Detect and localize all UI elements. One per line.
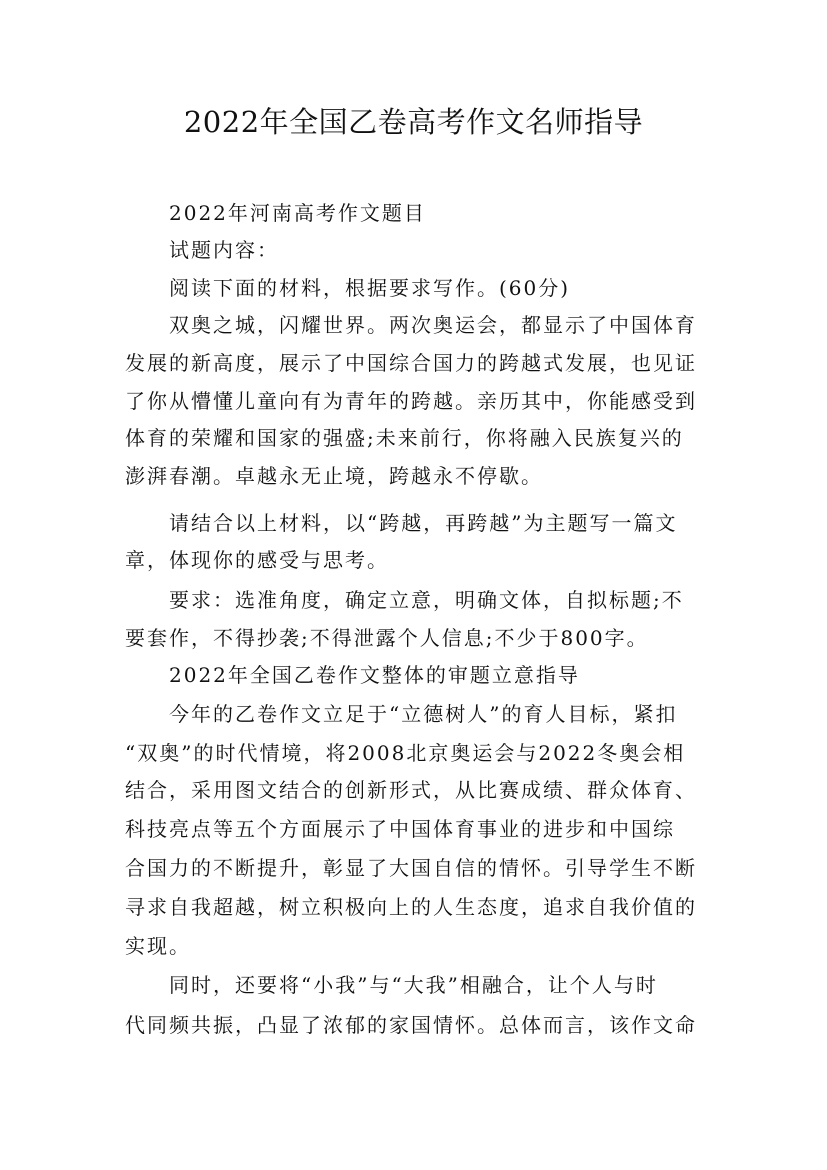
document-title: 2022年全国乙卷高考作文名师指导: [183, 105, 644, 139]
paragraph-line: 实现。: [125, 934, 191, 958]
paragraph-line: 试题内容：: [169, 238, 279, 262]
paragraph-line: 结合，采用图文结合的创新形式，从比赛成绩、群众体育、: [125, 778, 697, 802]
paragraph-line: 寻求自我超越，树立积极向上的人生态度，追求自我价值的: [125, 895, 697, 919]
paragraph-line: 章，体现你的感受与思考。: [125, 548, 389, 572]
paragraph-line: 今年的乙卷作文立足于“立德树人”的育人目标，紧扣: [169, 702, 678, 726]
paragraph-line: 代同频共振，凸显了浓郁的家国情怀。总体而言，该作文命: [125, 1013, 697, 1037]
section-heading: 2022年全国乙卷作文整体的审题立意指导: [169, 663, 580, 687]
paragraph-line: “双奥”的时代情境，将2008北京奥运会与2022冬奥会相: [125, 741, 686, 765]
paragraph-line: 合国力的不断提升，彰显了大国自信的情怀。引导学生不断: [125, 856, 697, 880]
paragraph-line: 要套作，不得抄袭;不得泄露个人信息;不少于800字。: [125, 626, 649, 650]
paragraph-line: 了你从懵懂儿童向有为青年的跨越。亲历其中，你能感受到: [125, 389, 697, 413]
paragraph-line: 发展的新高度，展示了中国综合国力的跨越式发展，也见证: [125, 351, 697, 375]
paragraph-line: 2022年河南高考作文题目: [169, 201, 426, 225]
paragraph-line: 要求：选准角度，确定立意，明确文体，自拟标题;不: [169, 588, 684, 612]
paragraph-line: 双奥之城，闪耀世界。两次奥运会，都显示了中国体育: [169, 313, 697, 337]
paragraph-line: 科技亮点等五个方面展示了中国体育事业的进步和中国综: [125, 817, 675, 841]
paragraph-line: 请结合以上材料，以“跨越，再跨越”为主题写一篇文: [169, 511, 678, 535]
paragraph-line: 澎湃春潮。卓越永无止境，跨越永不停歇。: [125, 464, 543, 488]
paragraph-line: 体育的荣耀和国家的强盛;未来前行，你将融入民族复兴的: [125, 426, 684, 450]
paragraph-line: 阅读下面的材料，根据要求写作。(60分): [169, 276, 571, 300]
paragraph-line: 同时，还要将“小我”与“大我”相融合，让个人与时: [169, 973, 658, 997]
